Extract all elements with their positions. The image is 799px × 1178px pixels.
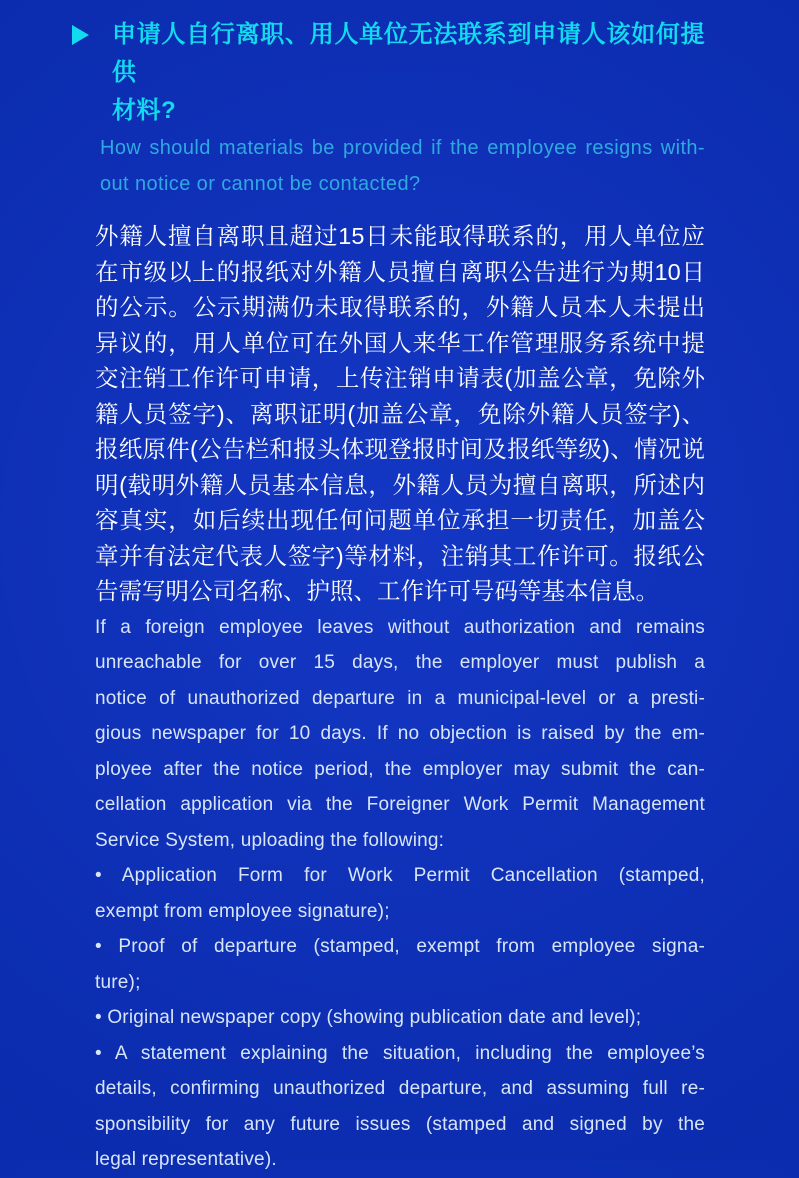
question-title-en	[95, 130, 705, 202]
answer-en-line: unreachable for over 15 days, the employer must publish a	[95, 652, 705, 673]
answer-zh-line: 籍人员签字)、离职证明(加盖公章，免除外籍人员签字)、	[95, 400, 705, 427]
answer-en-line: • Original newspaper copy (showing publication date and level);	[95, 1007, 642, 1028]
answer-body-en	[95, 610, 705, 1178]
question-title-en-line: How should materials be provided if the employee resigns with-	[100, 137, 705, 159]
answer-zh-line: 容真实，如后续出现任何问题单位承担一切责任，加盖公	[95, 507, 705, 533]
answer-zh-line: 的公示。公示期满仍未取得联系的，外籍人员本人未提出	[95, 294, 705, 320]
answer-zh-line: 在市级以上的报纸对外籍人员擅自离职公告进行为期10日	[95, 258, 705, 285]
answer-zh-line: 章并有法定代表人签字)等材料，注销其工作许可。报纸公	[95, 542, 705, 569]
question-title-zh-lines	[112, 16, 705, 130]
question-title-zh	[72, 16, 705, 130]
answer-en-line: cellation application via the Foreigner Work Permit Management	[95, 794, 705, 815]
answer-zh-line: 报纸原件(公告栏和报头体现登报时间及报纸等级)、情况说	[95, 436, 705, 462]
right-triangle-bullet-icon	[72, 25, 106, 45]
answer-section	[95, 219, 705, 1178]
answer-zh-line: 交注销工作许可申请，上传注销申请表(加盖公章，免除外	[95, 365, 705, 391]
answer-en-line: ployee after the notice period, the employer may submit the can-	[95, 758, 705, 780]
question-title-en-line: out notice or cannot be contacted?	[100, 173, 421, 195]
answer-zh-line: 告需写明公司名称、护照、工作许可号码等基本信息。	[95, 578, 659, 604]
answer-en-line: • Application Form for Work Permit Cancellation (stamped,	[95, 865, 705, 886]
answer-en-line: exempt from employee signature);	[95, 900, 390, 922]
question-title-zh-line: 申请人自行离职、用人单位无法联系到申请人该如何提供	[112, 21, 705, 86]
answer-en-line: If a foreign employee leaves without authorization and remains	[95, 616, 705, 638]
answer-en-line: legal representative).	[95, 1149, 277, 1170]
question-title-zh-line: 材料?	[112, 97, 177, 124]
answer-en-line: • A statement explaining the situation, including the employee’s	[95, 1042, 705, 1064]
answer-body-zh	[95, 219, 705, 610]
answer-en-line: • Proof of departure (stamped, exempt from employee signa-	[95, 936, 705, 957]
answer-en-line: ture);	[95, 971, 141, 993]
answer-en-line: Service System, uploading the following:	[95, 829, 445, 851]
answer-en-line: details, confirming unauthorized departure, and assuming full re-	[95, 1078, 705, 1099]
answer-en-line: notice of unauthorized departure in a municipal-level or a presti-	[95, 687, 705, 709]
answer-zh-line: 外籍人擅自离职且超过15日未能取得联系的，用人单位应	[95, 223, 705, 249]
question-section	[95, 16, 705, 202]
answer-zh-line: 明(载明外籍人员基本信息，外籍人员为擅自离职，所述内	[95, 471, 705, 498]
answer-zh-line: 异议的，用人单位可在外国人来华工作管理服务系统中提	[95, 329, 705, 356]
answer-en-line: sponsibility for any future issues (stamped and signed by the	[95, 1113, 705, 1135]
answer-en-line: gious newspaper for 10 days. If no objection is raised by the em-	[95, 723, 705, 744]
